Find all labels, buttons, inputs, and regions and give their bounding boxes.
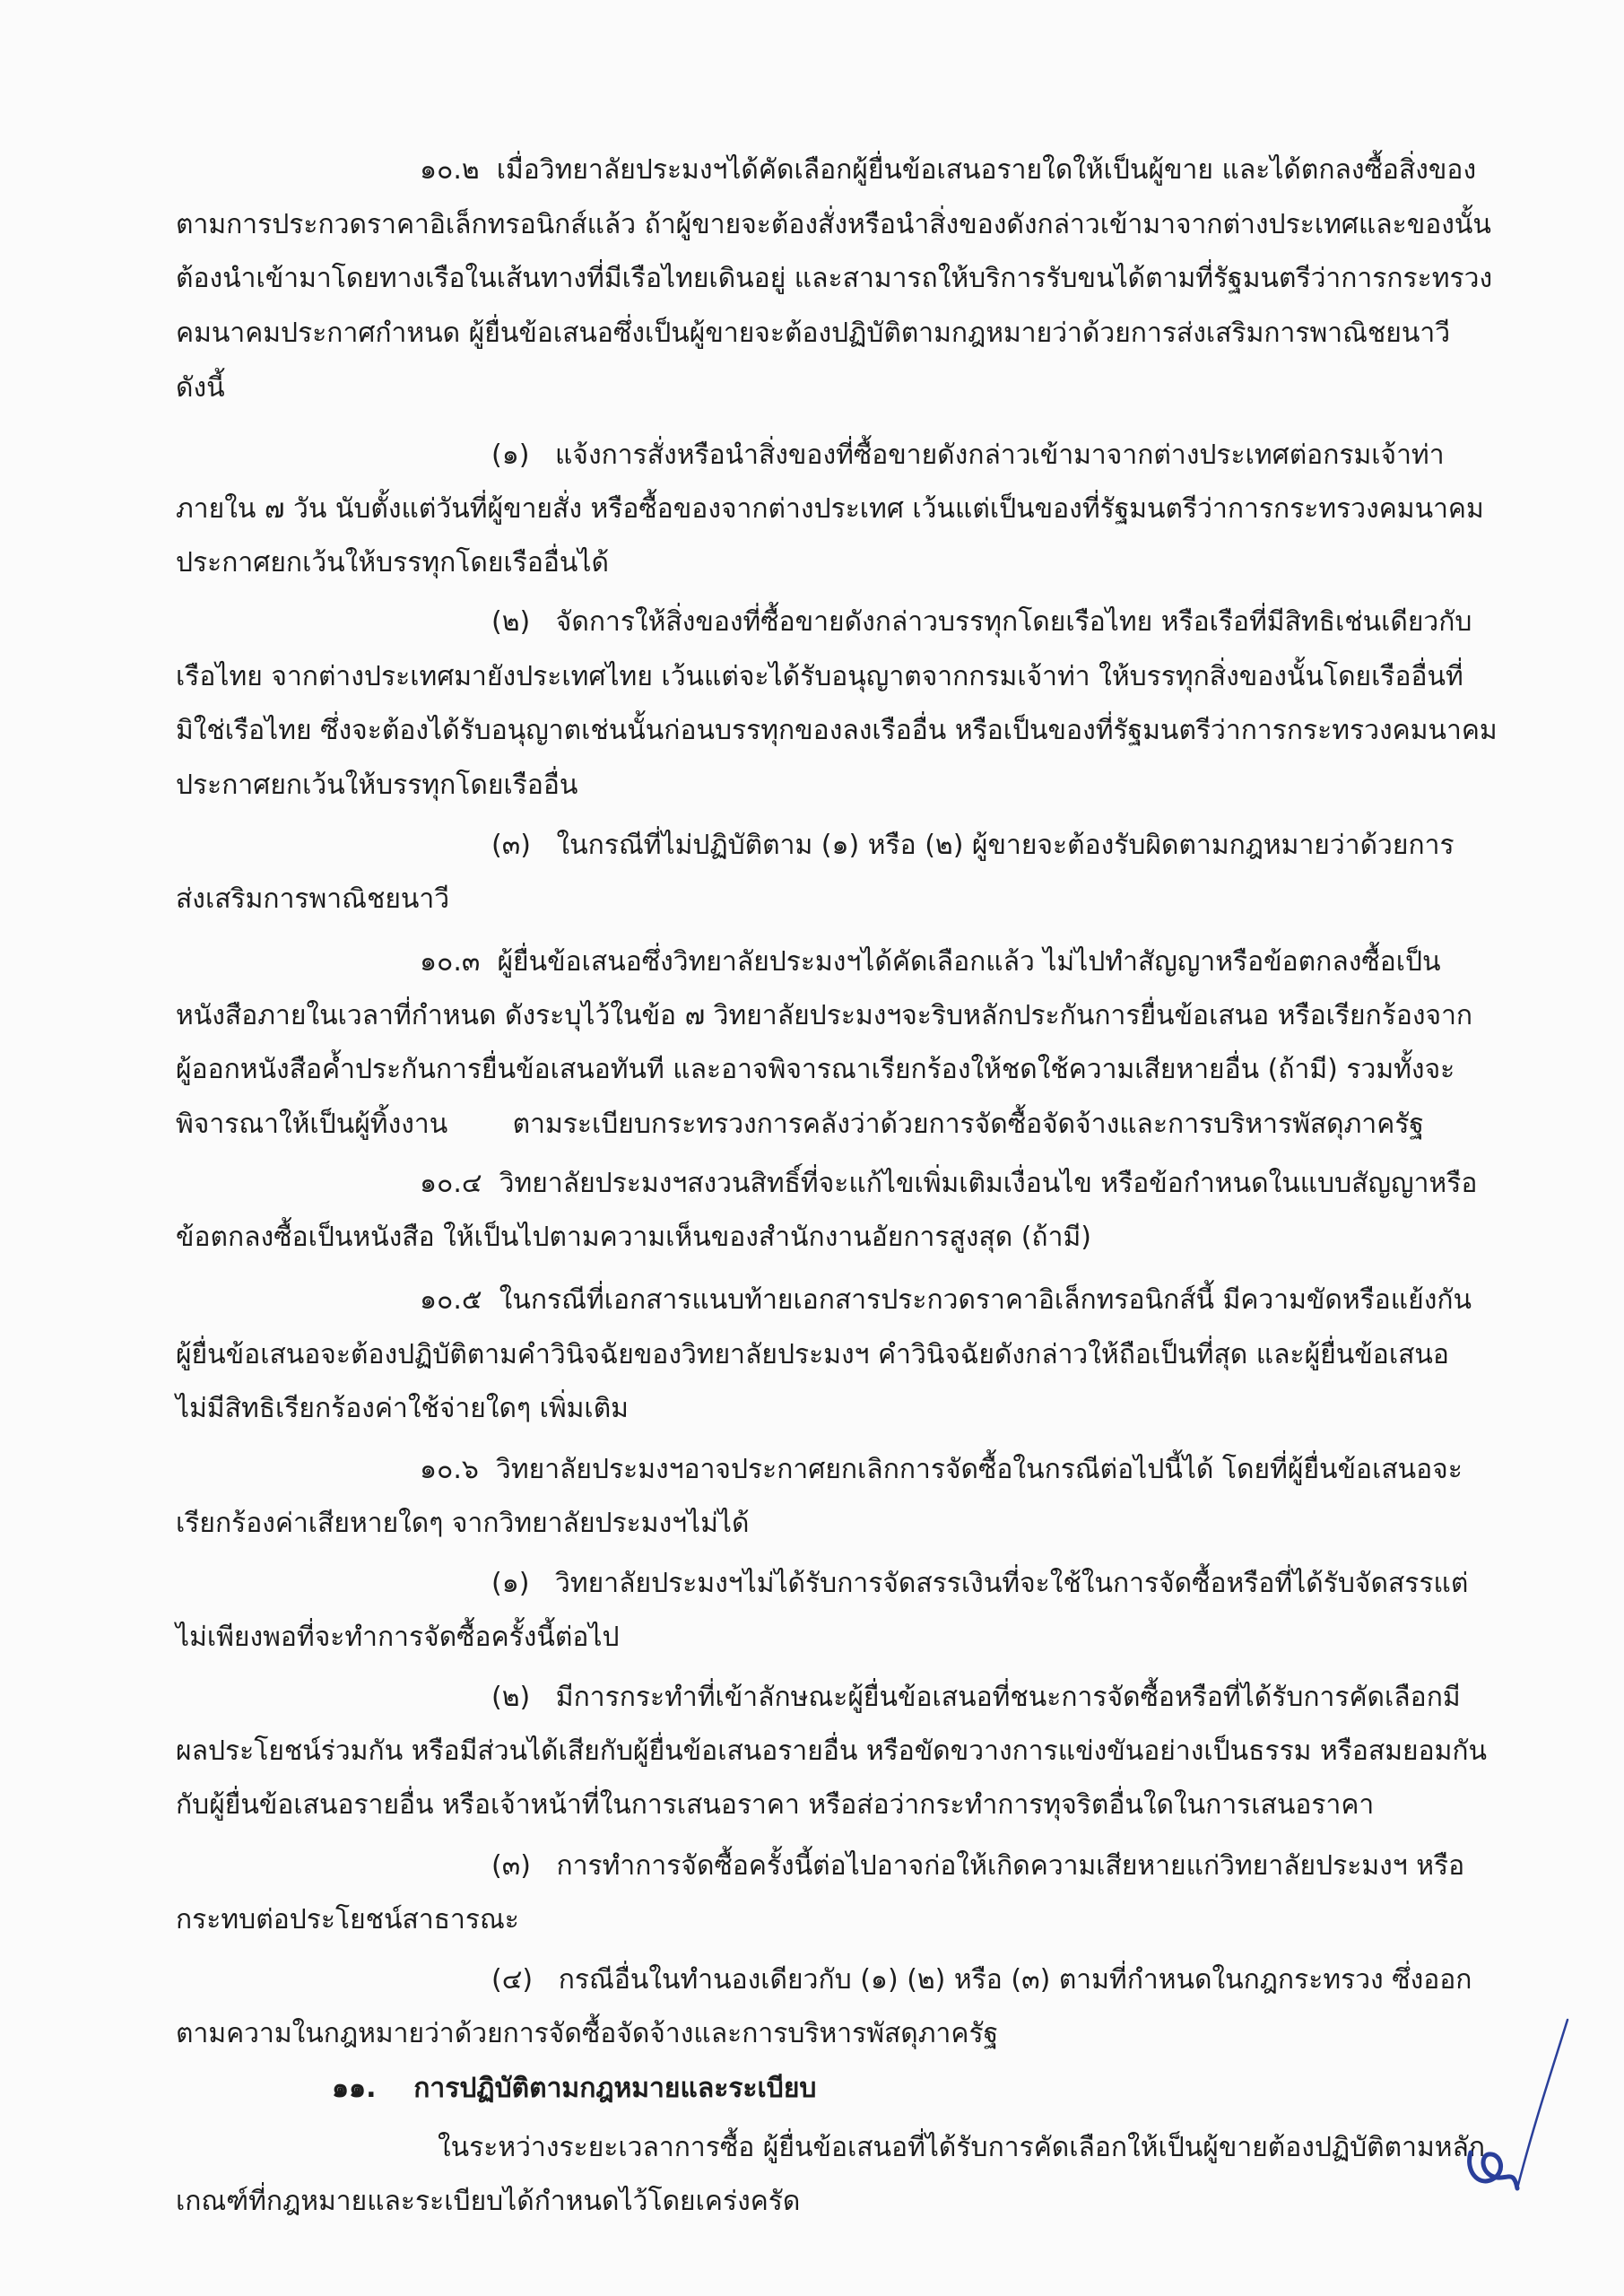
section-11-heading: ๑๑. การปฏิบัติตามกฎหมายและระเบียบ — [332, 2073, 817, 2104]
paragraph-10-4-line-2: ข้อตกลงซื้อเป็นหนังสือ ให้เป็นไปตามความเห็นของสำนักงานอัยการสูงสุด (ถ้ามี) — [176, 1222, 1091, 1253]
paragraph-10-5-line-2: ผู้ยื่นข้อเสนอจะต้องปฏิบัติตามคำวินิจฉัยของวิทยาลัยประมงฯ คำวินิจฉัยดังกล่าวให้ถือเป็นที่สุด และผู้ยื่นข้อเสนอ — [176, 1339, 1449, 1370]
paragraph-10-4-line-1: ๑๐.๔ วิทยาลัยประมงฯสงวนสิทธิ์ที่จะแก้ไขเพิ่มเติมเงื่อนไข หรือข้อกำหนดในแบบสัญญาหรือ — [420, 1168, 1478, 1199]
item-3-line-2: ส่งเสริมการพาณิชยนาวี — [176, 883, 450, 915]
item-10-6-2-line-2: ผลประโยชน์ร่วมกัน หรือมีส่วนได้เสียกับผู้ยื่นข้อเสนอรายอื่น หรือขัดขวางการแข่งขันอย่างเป็นธรรม หรือสมยอมกัน — [176, 1735, 1488, 1767]
item-10-6-1-line-1: (๑) วิทยาลัยประมงฯไม่ได้รับการจัดสรรเงินที่จะใช้ในการจัดซื้อหรือที่ได้รับจัดสรรแต่ — [491, 1568, 1469, 1599]
item-3-line-1: (๓) ในกรณีที่ไม่ปฏิบัติตาม (๑) หรือ (๒) ผู้ขายจะต้องรับผิดตามกฎหมายว่าด้วยการ — [491, 830, 1455, 861]
item-1-line-2: ภายใน ๗ วัน นับตั้งแต่วันที่ผู้ขายสั่ง หรือซื้อของจากต่างประเทศ เว้นแต่เป็นของที่รัฐมนตรีว่าการกระทรวงคมนาคม — [176, 493, 1484, 525]
paragraph-10-6-line-2: เรียกร้องค่าเสียหายใดๆ จากวิทยาลัยประมงฯไม่ได้ — [176, 1508, 750, 1539]
section-11-line-2: เกณฑ์ที่กฎหมายและระเบียบได้กำหนดไว้โดยเคร่งครัด — [176, 2186, 801, 2217]
item-2-line-4: ประกาศยกเว้นให้บรรทุกโดยเรืออื่น — [176, 770, 578, 801]
paragraph-10-3-line-3: ผู้ออกหนังสือค้ำประกันการยื่นข้อเสนอทันที และอาจพิจารณาเรียกร้องให้ชดใช้ความเสียหายอื่น (ถ้ามี) รวมทั้งจะ — [176, 1054, 1455, 1085]
item-10-6-3-line-2: กระทบต่อประโยชน์สาธารณะ — [176, 1904, 519, 1935]
item-1-line-3: ประกาศยกเว้นให้บรรทุกโดยเรืออื่นได้ — [176, 547, 609, 578]
section-11-line-1: ในระหว่างระยะเวลาการซื้อ ผู้ยื่นข้อเสนอที่ได้รับการคัดเลือกให้เป็นผู้ขายต้องปฏิบัติตามหลัก — [438, 2132, 1486, 2163]
item-10-6-2-line-3: กับผู้ยื่นข้อเสนอรายอื่น หรือเจ้าหน้าที่ในการเสนอราคา หรือส่อว่ากระทำการทุจริตอื่นใดในการเสนอราคา — [176, 1789, 1375, 1821]
paragraph-10-5-line-3: ไม่มีสิทธิเรียกร้องค่าใช้จ่ายใดๆ เพิ่มเติม — [176, 1393, 629, 1424]
paragraph-10-2-line-4: คมนาคมประกาศกำหนด ผู้ยื่นข้อเสนอซึ่งเป็นผู้ขายจะต้องปฏิบัติตามกฎหมายว่าด้วยการส่งเสริมการพาณิชยนาวี — [176, 317, 1451, 349]
item-1-line-1: (๑) แจ้งการสั่งหรือนำสิ่งของที่ซื้อขายดังกล่าวเข้ามาจากต่างประเทศต่อกรมเจ้าท่า — [491, 439, 1445, 471]
paragraph-10-3-line-4: พิจารณาให้เป็นผู้ทิ้งงาน ตามระเบียบกระทรวงการคลังว่าด้วยการจัดซื้อจัดจ้างและการบริหารพัสดุภาครัฐ — [176, 1109, 1424, 1140]
paragraph-10-2-line-1: ๑๐.๒ เมื่อวิทยาลัยประมงฯได้คัดเลือกผู้ยื่นข้อเสนอรายใดให้เป็นผู้ขาย และได้ตกลงซื้อสิ่งของ — [420, 154, 1477, 186]
item-2-line-1: (๒) จัดการให้สิ่งของที่ซื้อขายดังกล่าวบรรทุกโดยเรือไทย หรือเรือที่มีสิทธิเช่นเดียวกับ — [491, 606, 1472, 638]
paragraph-10-2-line-2: ตามการประกวดราคาอิเล็กทรอนิกส์แล้ว ถ้าผู้ขายจะต้องสั่งหรือนำสิ่งของดังกล่าวเข้ามาจากต่างประเทศและของนั้น — [176, 209, 1491, 240]
paragraph-10-5-line-1: ๑๐.๕ ในกรณีที่เอกสารแนบท้ายเอกสารประกวดราคาอิเล็กทรอนิกส์นี้ มีความขัดหรือแย้งกัน — [420, 1284, 1472, 1316]
paragraph-10-6-line-1: ๑๐.๖ วิทยาลัยประมงฯอาจประกาศยกเลิกการจัดซื้อในกรณีต่อไปนี้ได้ โดยที่ผู้ยื่นข้อเสนอจะ — [420, 1454, 1463, 1485]
paragraph-10-3-line-1: ๑๐.๓ ผู้ยื่นข้อเสนอซึ่งวิทยาลัยประมงฯได้คัดเลือกแล้ว ไม่ไปทำสัญญาหรือข้อตกลงซื้อเป็น — [420, 946, 1441, 978]
item-2-line-2: เรือไทย จากต่างประเทศมายังประเทศไทย เว้นแต่จะได้รับอนุญาตจากกรมเจ้าท่า ให้บรรทุกสิ่งของนั้นโดยเรืออื่นที่ — [176, 661, 1463, 692]
item-10-6-4-line-2: ตามความในกฎหมายว่าด้วยการจัดซื้อจัดจ้างและการบริหารพัสดุภาครัฐ — [176, 2018, 999, 2049]
item-10-6-1-line-2: ไม่เพียงพอที่จะทำการจัดซื้อครั้งนี้ต่อไป — [176, 1622, 620, 1653]
paragraph-10-2-line-5: ดังนี้ — [176, 372, 225, 404]
signature-mark — [1462, 2018, 1569, 2197]
item-10-6-4-line-1: (๔) กรณีอื่นในทำนองเดียวกับ (๑) (๒) หรือ (๓) ตามที่กำหนดในกฎกระทรวง ซึ่งออก — [491, 1964, 1472, 1996]
item-2-line-3: มิใช่เรือไทย ซึ่งจะต้องได้รับอนุญาตเช่นนั้นก่อนบรรทุกของลงเรืออื่น หรือเป็นของที่รัฐมนตรีว่าการกระทรวงคมนาคม — [176, 715, 1498, 746]
paragraph-10-2-line-3: ต้องนำเข้ามาโดยทางเรือในเส้นทางที่มีเรือไทยเดินอยู่ และสามารถให้บริการรับขนได้ตามที่รัฐมนตรีว่าการกระทรวง — [176, 263, 1493, 294]
item-10-6-3-line-1: (๓) การทำการจัดซื้อครั้งนี้ต่อไปอาจก่อให้เกิดความเสียหายแก่วิทยาลัยประมงฯ หรือ — [491, 1850, 1465, 1882]
item-10-6-2-line-1: (๒) มีการกระทำที่เข้าลักษณะผู้ยื่นข้อเสนอที่ชนะการจัดซื้อหรือที่ได้รับการคัดเลือกมี — [491, 1682, 1461, 1713]
paragraph-10-3-line-2: หนังสือภายในเวลาที่กำหนด ดังระบุไว้ในข้อ ๗ วิทยาลัยประมงฯจะริบหลักประกันการยื่นข้อเสนอ หรือเรียกร้องจาก — [176, 1000, 1473, 1031]
